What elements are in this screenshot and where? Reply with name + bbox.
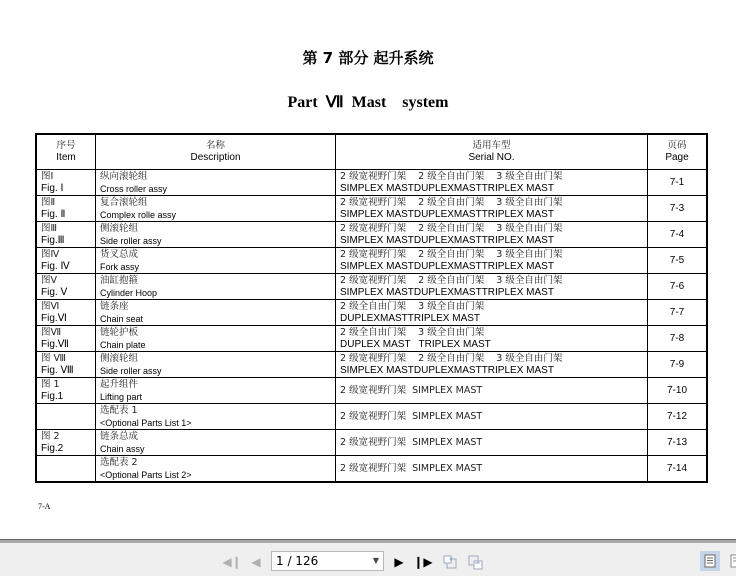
description-cell: [96, 300, 336, 326]
item-cn: 图Ⅶ: [41, 326, 62, 338]
item-en: Fig. Ⅳ: [41, 260, 70, 272]
item-cn: 图Ⅰ: [41, 170, 54, 182]
description-en: Chain seat: [100, 313, 144, 324]
single-page-view-button[interactable]: [700, 551, 720, 571]
next-page-button[interactable]: [391, 554, 407, 570]
toolbar-divider: [0, 539, 736, 540]
page-number: 7-12: [666, 410, 687, 422]
serial-cell: [336, 274, 648, 300]
description-cn: 货叉总成: [100, 248, 139, 260]
serial-line-2: SIMPLEX MASTDUPLEXMASTTRIPLEX MAST: [340, 182, 554, 194]
serial-cell: [336, 170, 648, 196]
description-cell: [96, 326, 336, 352]
table-row: [36, 170, 707, 196]
page-cell: [648, 170, 708, 196]
serial-cell: [336, 326, 648, 352]
item-cell: [36, 170, 96, 196]
table-row: [36, 196, 707, 222]
chevron-down-icon[interactable]: ▼: [372, 556, 379, 565]
description-en: Cylinder Hoop: [100, 287, 158, 298]
serial-line-1: 2 级宽视野门架 2 级全自由门架 3 级全自由门架: [340, 352, 563, 364]
page-cell: [648, 378, 708, 404]
page-number-field[interactable]: [271, 551, 384, 571]
serial-line-2: SIMPLEX MASTDUPLEXMASTTRIPLEX MAST: [340, 364, 554, 376]
page-number-value: 1 / 126: [276, 554, 319, 568]
continuous-view-button[interactable]: [726, 551, 736, 571]
serial-line-2: SIMPLEX MASTDUPLEXMASTTRIPLEX MAST: [340, 260, 554, 272]
item-cell: [36, 274, 96, 300]
serial-line-2: SIMPLEX MASTDUPLEXMASTTRIPLEX MAST: [340, 286, 554, 298]
page-cell: [648, 404, 708, 430]
serial-line-1: 2 级宽视野门架 SIMPLEX MAST: [340, 436, 483, 448]
previous-view-icon: [443, 555, 458, 570]
page-title-chinese: 第 7 部分 起升系统: [302, 49, 434, 67]
page-cell: [648, 456, 708, 483]
page-number: 7-14: [666, 462, 687, 474]
item-en: Fig. Ⅷ: [41, 364, 74, 376]
item-cn: 图Ⅳ: [41, 248, 60, 260]
item-en: Fig. Ⅰ: [41, 182, 64, 194]
page-cell: [648, 274, 708, 300]
item-cn: 图 2: [41, 430, 60, 442]
page-cell: [648, 248, 708, 274]
description-en: Chain plate: [100, 339, 146, 350]
description-en: Side roller assy: [100, 365, 162, 376]
table-row: [36, 352, 707, 378]
page-cell: [648, 300, 708, 326]
page-number: 7-13: [666, 436, 687, 448]
page-number: 7-7: [669, 306, 685, 318]
serial-line-2: DUPLEXMASTTRIPLEX MAST: [340, 312, 481, 324]
description-cn: 起升组件: [100, 378, 139, 390]
page-cell: [648, 222, 708, 248]
description-cell: [96, 404, 336, 430]
serial-line-2: SIMPLEX MASTDUPLEXMASTTRIPLEX MAST: [340, 208, 554, 220]
item-cell: [36, 352, 96, 378]
item-cn: 图Ⅱ: [41, 196, 56, 208]
page-number: 7-5: [669, 254, 685, 266]
header-description: 名称 Description: [96, 134, 336, 170]
next-view-button[interactable]: [467, 554, 483, 570]
table-row: [36, 430, 707, 456]
previous-view-button[interactable]: [442, 554, 458, 570]
serial-line-1: 2 级宽视野门架 2 级全自由门架 3 级全自由门架: [340, 222, 563, 234]
page-cell: [648, 196, 708, 222]
page-number: 7-10: [666, 384, 687, 396]
item-en: Fig.Ⅵ: [41, 312, 67, 324]
description-en: Side roller assy: [100, 235, 162, 246]
description-cn: 复合滚轮组: [100, 196, 148, 208]
single-page-view-icon: [704, 554, 716, 568]
continuous-view-icon: [730, 554, 736, 568]
description-en: <Optional Parts List 2>: [100, 469, 192, 480]
table-header-row: [36, 134, 707, 170]
serial-cell: [336, 404, 648, 430]
description-cn: 链条总成: [100, 430, 139, 442]
page-number: 7-9: [669, 358, 685, 370]
next-view-icon: [468, 555, 483, 570]
serial-line-1: 2 级宽视野门架 2 级全自由门架 3 级全自由门架: [340, 170, 563, 182]
description-en: Fork assy: [100, 261, 140, 272]
serial-cell: [336, 456, 648, 483]
description-cn: 油缸抱箍: [100, 274, 139, 286]
table-row: [36, 300, 707, 326]
item-cell: [36, 404, 96, 430]
item-cell: [36, 378, 96, 404]
description-cn: 链条座: [100, 300, 129, 312]
item-cn: 图Ⅵ: [41, 300, 60, 312]
page-cell: [648, 326, 708, 352]
description-cn: 侧滚轮组: [100, 352, 139, 364]
header-page: 页码 Page: [648, 134, 708, 170]
table-row: [36, 248, 707, 274]
next-page-icon: ▶: [394, 555, 404, 569]
serial-cell: [336, 222, 648, 248]
header-serial: 适用车型 Serial NO.: [336, 134, 648, 170]
page-number: 7-8: [669, 332, 685, 344]
first-page-button[interactable]: [224, 554, 240, 570]
description-cell: [96, 274, 336, 300]
table-row: [36, 378, 707, 404]
page-number: 7-1: [669, 176, 685, 188]
serial-line-1: 2 级全自由门架 3 级全自由门架: [340, 326, 485, 338]
item-en: Fig. Ⅴ: [41, 286, 68, 298]
item-cn: 图Ⅲ: [41, 222, 58, 234]
description-cell: [96, 248, 336, 274]
previous-page-button[interactable]: [248, 554, 264, 570]
page-number: 7-6: [669, 280, 685, 292]
description-en: <Optional Parts List 1>: [100, 417, 192, 428]
item-cell: [36, 222, 96, 248]
pdf-viewer-toolbar: [0, 540, 736, 576]
serial-cell: [336, 430, 648, 456]
serial-line-1: 2 级全自由门架 3 级全自由门架: [340, 300, 485, 312]
serial-line-2: SIMPLEX MASTDUPLEXMASTTRIPLEX MAST: [340, 234, 554, 246]
description-cn: 纵向滚轮组: [100, 170, 148, 182]
item-cell: [36, 300, 96, 326]
item-en: Fig. Ⅱ: [41, 208, 66, 220]
page-cell: [648, 352, 708, 378]
serial-line-1: 2 级宽视野门架 2 级全自由门架 3 级全自由门架: [340, 274, 563, 286]
table-row: [36, 326, 707, 352]
table-row: [36, 222, 707, 248]
description-cell: [96, 430, 336, 456]
first-page-icon: ◀❙: [222, 555, 242, 569]
serial-line-2: DUPLEX MAST TRIPLEX MAST: [340, 338, 491, 350]
item-en: Fig.2: [41, 442, 64, 454]
serial-cell: [336, 352, 648, 378]
description-cell: [96, 222, 336, 248]
serial-line-1: 2 级宽视野门架 2 级全自由门架 3 级全自由门架: [340, 196, 563, 208]
description-en: Complex rolle assy: [100, 209, 177, 220]
item-cell: [36, 248, 96, 274]
description-en: Chain assy: [100, 443, 145, 454]
description-cn: 链轮护板: [100, 326, 139, 338]
description-cell: [96, 196, 336, 222]
item-cell: [36, 456, 96, 483]
description-cell: [96, 352, 336, 378]
header-item: 序号 Item: [36, 134, 96, 170]
item-cn: 图Ⅴ: [41, 274, 57, 286]
serial-cell: [336, 378, 648, 404]
description-cell: [96, 456, 336, 483]
serial-line-1: 2 级宽视野门架 2 级全自由门架 3 级全自由门架: [340, 248, 563, 260]
page-title-english: Part Ⅶ Mast system: [287, 94, 449, 111]
page-number: 7-3: [669, 202, 685, 214]
item-cell: [36, 196, 96, 222]
serial-cell: [336, 196, 648, 222]
item-en: Fig.Ⅶ: [41, 338, 69, 350]
description-cn: 选配表 2: [100, 456, 138, 468]
item-en: Fig.Ⅲ: [41, 234, 65, 246]
item-cell: [36, 430, 96, 456]
page-footer-mark: 7-A: [38, 502, 51, 511]
serial-line-1: 2 级宽视野门架 SIMPLEX MAST: [340, 410, 483, 422]
table-row: [36, 456, 707, 483]
description-en: Lifting part: [100, 391, 143, 402]
serial-line-1: 2 级宽视野门架 SIMPLEX MAST: [340, 462, 483, 474]
item-cn: 图 Ⅷ: [41, 352, 67, 364]
serial-cell: [336, 300, 648, 326]
item-cn: 图 1: [41, 378, 60, 390]
description-cell: [96, 170, 336, 196]
last-page-icon: ❙▶: [413, 555, 433, 569]
table-row: [36, 404, 707, 430]
item-cell: [36, 326, 96, 352]
description-cn: 选配表 1: [100, 404, 138, 416]
description-en: Cross roller assy: [100, 183, 168, 194]
table-row: [36, 274, 707, 300]
last-page-button[interactable]: [415, 554, 431, 570]
page-number: 7-4: [669, 228, 685, 240]
previous-page-icon: ◀: [251, 555, 261, 569]
page-cell: [648, 430, 708, 456]
item-en: Fig.1: [41, 390, 64, 402]
serial-line-1: 2 级宽视野门架 SIMPLEX MAST: [340, 384, 483, 396]
serial-cell: [336, 248, 648, 274]
description-cn: 侧滚轮组: [100, 222, 139, 234]
contents-table: [35, 133, 708, 483]
description-cell: [96, 378, 336, 404]
